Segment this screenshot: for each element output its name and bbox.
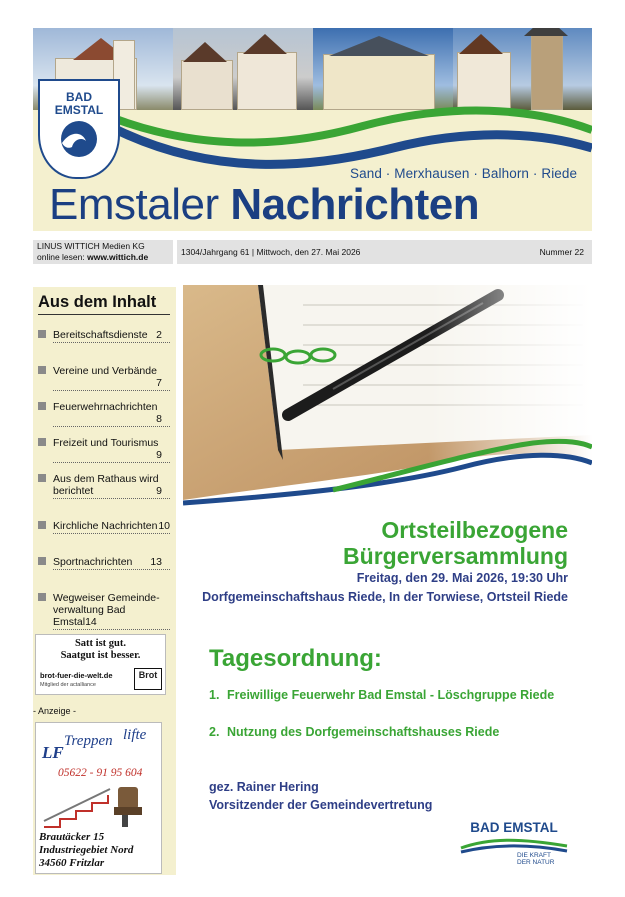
agenda-item-text: Nutzung des Dorfgemeinschaftshauses Riede xyxy=(227,725,500,739)
agenda-heading: Tagesordnung: xyxy=(209,645,382,672)
toc-item-page: 2 xyxy=(156,329,162,341)
bullet-icon xyxy=(38,474,46,482)
footer-slogan xyxy=(517,852,554,866)
event-date: Freitag, den 29. Mai 2026, 19:30 Uhr xyxy=(356,571,568,585)
agenda-item-number: 2. xyxy=(209,725,220,739)
ad2-lf: LF xyxy=(42,743,64,762)
toc-item-page: 14 xyxy=(85,616,97,628)
toc-item-page: 8 xyxy=(156,413,162,425)
crest-line1: BAD xyxy=(66,90,92,104)
toc-item-label: Aus dem Rathaus wird xyxy=(53,473,159,485)
toc-item-label: Feuerwehrnachrichten xyxy=(53,401,158,413)
toc-item-page: 13 xyxy=(150,556,162,568)
toc-item-page: 10 xyxy=(158,520,170,532)
ad2-address xyxy=(39,831,133,870)
treppenlifte-ad[interactable] xyxy=(35,722,162,874)
ad2-treppen: Treppen xyxy=(64,733,113,749)
toc-item[interactable] xyxy=(38,556,170,570)
ad1-headline xyxy=(36,638,165,662)
event-title-line2: Bürgerversammlung xyxy=(343,543,568,569)
toc-item[interactable] xyxy=(38,473,170,499)
bullet-icon xyxy=(38,330,46,338)
bullet-icon xyxy=(38,521,46,529)
title-part2: Nachrichten xyxy=(230,180,480,229)
calendar-pen-photo xyxy=(183,285,592,510)
ad1-headline-line1: Satt ist gut. xyxy=(74,638,127,649)
ad2-phone: 05622 - 91 95 604 xyxy=(58,767,143,779)
ad1-member: Mitglied der actalliance xyxy=(40,682,96,688)
toc-divider xyxy=(38,314,170,315)
signature-name: gez. Rainer Hering xyxy=(209,780,319,794)
event-place: Dorfgemeinschaftshaus Riede, In der Torwiese, Ortsteil Riede xyxy=(202,590,568,604)
toc-item[interactable] xyxy=(38,520,170,534)
toc-item-label: Bereitschaftsdienste xyxy=(53,329,148,341)
bullet-icon xyxy=(38,557,46,565)
toc-item-label: Vereine und Verbände xyxy=(53,365,157,377)
toc-item[interactable] xyxy=(38,592,170,628)
toc-item[interactable] xyxy=(38,437,170,461)
online-url[interactable]: www.wittich.de xyxy=(87,252,149,262)
bad-emstal-footer-logo xyxy=(459,820,569,872)
ad1-url[interactable]: brot-fuer-die-welt.de xyxy=(40,671,113,680)
masthead xyxy=(33,28,592,231)
issue-date: 1304/Jahrgang 61 | Mittwoch, den 27. Mai 2026 xyxy=(181,247,361,257)
toc-item-page: 7 xyxy=(156,377,162,389)
footer-logo-name: BAD EMSTAL xyxy=(470,820,558,835)
brot-logo-icon: Brot xyxy=(134,668,162,690)
toc-item-label: Sportnachrichten xyxy=(53,556,133,568)
issue-number: Nummer 22 xyxy=(539,247,584,257)
toc-item[interactable] xyxy=(38,401,170,425)
town-list: Sand · Merxhausen · Balhorn · Riede xyxy=(350,166,578,181)
footer-slogan-line2: DER NATUR xyxy=(517,859,555,866)
ad1-headline-line2: Saatgut ist besser. xyxy=(60,650,141,661)
toc-item-label: Freizeit und Tourismus xyxy=(53,437,159,449)
ad2-address-line1: Brautäcker 15 xyxy=(39,831,105,843)
online-link[interactable] xyxy=(37,252,148,263)
ad-label: - Anzeige - xyxy=(33,706,77,716)
publisher-info xyxy=(37,241,148,263)
bullet-icon xyxy=(38,438,46,446)
ad2-address-line3: 34560 Fritzlar xyxy=(39,857,105,869)
agenda-item-text: Freiwillige Feuerwehr Bad Emstal - Löschgruppe Riede xyxy=(227,688,555,702)
crest-line2: EMSTAL xyxy=(54,103,104,117)
bullet-icon xyxy=(38,366,46,374)
footer-slogan-line1: DIE KRAFT xyxy=(517,852,551,859)
bad-emstal-crest xyxy=(38,79,120,179)
toc-item-label-cont: berichtet xyxy=(53,485,94,497)
ad2-lifte: lifte xyxy=(123,727,147,743)
ad2-address-line2: Industriegebiet Nord xyxy=(39,844,134,856)
agenda-item-number: 1. xyxy=(209,688,220,702)
toc-item-page: 9 xyxy=(156,449,162,461)
online-label: online lesen: xyxy=(37,252,85,262)
agenda-item xyxy=(209,725,499,739)
agenda-item xyxy=(209,688,554,702)
toc-item-page: 9 xyxy=(156,485,162,497)
bullet-icon xyxy=(38,593,46,601)
info-divider xyxy=(173,240,177,264)
bullet-icon xyxy=(38,402,46,410)
newspaper-title xyxy=(49,180,479,230)
toc-item[interactable] xyxy=(38,329,170,343)
toc-item[interactable] xyxy=(38,365,170,389)
issue-info-bar xyxy=(33,240,592,264)
event-title xyxy=(240,517,568,569)
signature-title: Vorsitzender der Gemeindevertretung xyxy=(209,798,433,812)
publisher-name: LINUS WITTICH Medien KG xyxy=(37,241,145,251)
hero-illustration xyxy=(183,285,592,510)
toc-item-label: Kirchliche Nachrichten xyxy=(53,520,158,532)
crest-wave-icon xyxy=(52,117,106,161)
title-part1: Emstaler xyxy=(49,180,219,229)
toc-heading: Aus dem Inhalt xyxy=(38,293,157,311)
stairlift-illustration xyxy=(40,781,158,831)
toc-item-label-cont: verwaltung Bad Emstal xyxy=(53,604,126,628)
brot-fuer-die-welt-ad[interactable] xyxy=(35,634,166,695)
event-title-line1: Ortsteilbezogene xyxy=(381,517,568,543)
toc-item-label: Wegweiser Gemeinde- xyxy=(53,592,160,604)
